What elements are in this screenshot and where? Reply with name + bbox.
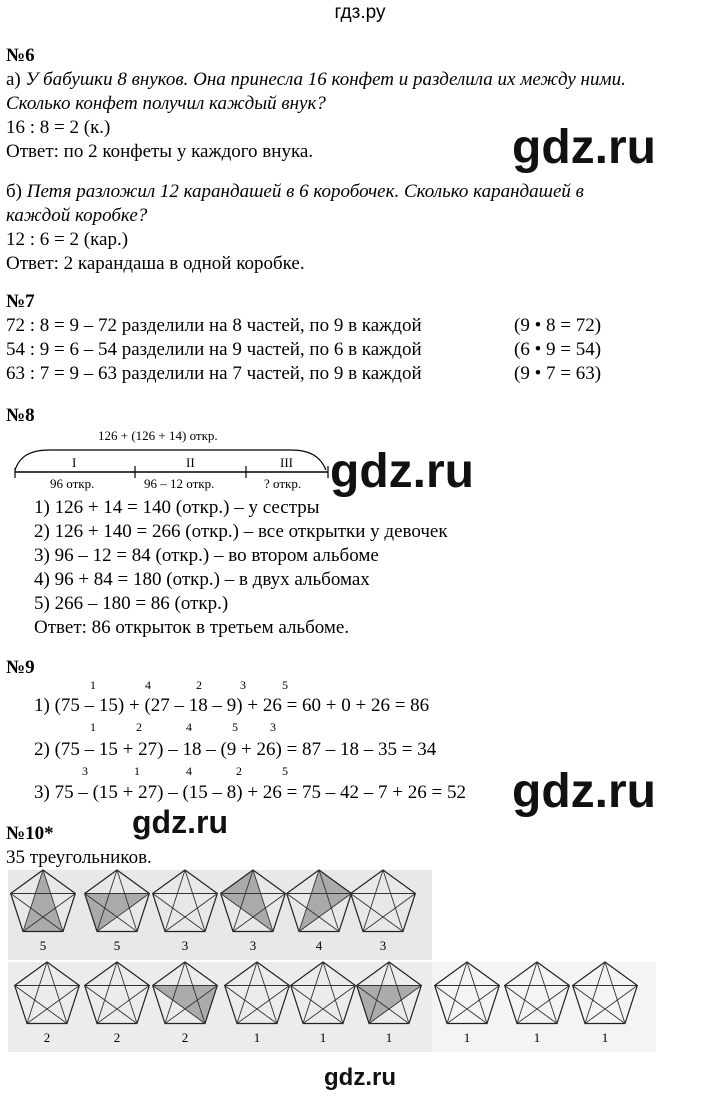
pentagon-figure <box>153 870 218 932</box>
task7-row-2: 54 : 9 = 6 – 54 разделили на 9 частей, по 6 в каждой <box>6 339 422 360</box>
watermark-2: gdz.ru <box>330 445 474 498</box>
diagram-section-3: III <box>280 455 293 470</box>
task6-a-calc: 16 : 8 = 2 (к.) <box>6 117 111 138</box>
pentagon-figure <box>435 962 500 1024</box>
task9-title: №9 <box>6 657 35 678</box>
pentagon-label: 5 <box>113 938 121 953</box>
task8-diagram <box>10 428 330 496</box>
pentagon-label: 1 <box>319 1030 327 1045</box>
order-mark: 2 <box>136 720 142 734</box>
footer-watermark: gdz.ru <box>324 1064 396 1091</box>
pentagon-label: 1 <box>533 1030 541 1045</box>
task10-title: №10* <box>6 823 54 844</box>
pentagon-figure <box>11 870 76 932</box>
pentagon-figure <box>221 870 286 932</box>
task9-line-3: 3) 75 – (15 + 27) – (15 – 8) + 26 = 75 – 42 – 7 + 26 = 52 <box>34 782 466 803</box>
task7-title: №7 <box>6 291 35 312</box>
pentagon-figure <box>225 962 290 1024</box>
order-mark: 4 <box>186 720 192 734</box>
pentagon-label: 1 <box>601 1030 609 1045</box>
pentagon-figure <box>153 962 218 1024</box>
pentagon-figure <box>85 962 150 1024</box>
order-mark: 5 <box>232 720 238 734</box>
task8-step-4: 4) 96 + 84 = 180 (откр.) – в двух альбомах <box>34 569 370 590</box>
task9-line-1: 1) (75 – 15) + (27 – 18 – 9) + 26 = 60 + 0 + 26 = 86 <box>34 695 430 716</box>
pentagon-label: 2 <box>43 1030 51 1045</box>
order-mark: 1 <box>134 764 140 778</box>
pentagon-figure <box>573 962 638 1024</box>
task10-answer: 35 треугольников. <box>6 847 152 868</box>
order-mark: 4 <box>186 764 192 778</box>
order-mark: 3 <box>270 720 276 734</box>
order-mark: 2 <box>236 764 242 778</box>
task7-row-3: 63 : 7 = 9 – 63 разделили на 7 частей, по 9 в каждой <box>6 363 422 384</box>
pentagon-figure <box>287 870 352 932</box>
diagram-bottom-1: 96 откр. <box>50 476 95 491</box>
diagram-bottom-2: 96 – 12 откр. <box>144 476 215 491</box>
pentagon-label: 2 <box>113 1030 121 1045</box>
diagram-bottom-3: ? откр. <box>264 476 302 491</box>
watermark-1: gdz.ru <box>512 121 656 174</box>
task6-a-line1 <box>6 68 712 92</box>
watermark-3: gdz.ru <box>512 765 656 818</box>
task8-answer: Ответ: 86 открыток в третьем альбоме. <box>34 617 350 638</box>
pentagon-label: 1 <box>385 1030 393 1045</box>
task6-b-line2: каждой коробке? <box>6 205 148 226</box>
order-mark: 3 <box>82 764 88 778</box>
order-mark: 3 <box>240 678 246 692</box>
task6-b-answer: Ответ: 2 карандаша в одной коробке. <box>6 253 305 274</box>
order-mark: 1 <box>90 678 96 692</box>
pentagon-figure <box>351 870 416 932</box>
diagram-section-2: II <box>186 455 195 470</box>
pentagon-figure <box>15 962 80 1024</box>
diagram-top-label: 126 + (126 + 14) откр. <box>98 428 218 443</box>
site-header: гдз.ру <box>334 2 386 23</box>
task8-title: №8 <box>6 405 35 426</box>
pentagon-figures <box>0 868 720 1058</box>
task8-step-3: 3) 96 – 12 = 84 (откр.) – во втором альбоме <box>34 545 379 566</box>
pentagon-figure <box>85 870 150 932</box>
task7-check-1: (9 • 8 = 72) <box>514 315 602 336</box>
task7-check-3: (9 • 7 = 63) <box>514 363 602 384</box>
pentagon-label: 4 <box>315 938 323 953</box>
task6-a-line2: Сколько конфет получил каждый внук? <box>6 93 326 114</box>
pentagon-figure <box>505 962 570 1024</box>
task6-b-text: Петя разложил 12 карандашей в 6 коробочек. Сколько карандашей в <box>26 181 584 202</box>
pentagon-label: 2 <box>181 1030 189 1045</box>
task6-b-line1 <box>6 180 712 204</box>
task8-step-5: 5) 266 – 180 = 86 (откр.) <box>34 593 229 614</box>
watermark-4: gdz.ru <box>132 804 228 840</box>
pentagon-label: 3 <box>181 938 189 953</box>
task8-step-2: 2) 126 + 140 = 266 (откр.) – все открытки у девочек <box>34 521 448 542</box>
pentagon-label: 3 <box>379 938 387 953</box>
pentagon-label: 5 <box>39 938 47 953</box>
order-mark: 5 <box>282 764 288 778</box>
order-mark: 5 <box>282 678 288 692</box>
pentagon-figure <box>291 962 356 1024</box>
pentagon-figure <box>357 962 422 1024</box>
task9-line-2: 2) (75 – 15 + 27) – 18 – (9 + 26) = 87 – 18 – 35 = 34 <box>34 739 437 760</box>
pentagon-label: 1 <box>253 1030 261 1045</box>
task8-step-1: 1) 126 + 14 = 140 (откр.) – у сестры <box>34 497 320 518</box>
diagram-section-1: I <box>72 455 77 470</box>
task6-a-text: У бабушки 8 внуков. Она принесла 16 конфет и разделила их между ними. <box>25 69 626 90</box>
task6-a-prefix: а) <box>6 69 21 90</box>
task6-a-answer: Ответ: по 2 конфеты у каждого внука. <box>6 141 314 162</box>
task6-b-calc: 12 : 6 = 2 (кар.) <box>6 229 129 250</box>
task7-check-2: (6 • 9 = 54) <box>514 339 602 360</box>
pentagon-label: 1 <box>463 1030 471 1045</box>
pentagon-label: 3 <box>249 938 257 953</box>
task6-title: №6 <box>6 45 35 66</box>
order-mark: 2 <box>196 678 202 692</box>
task7-row-1: 72 : 8 = 9 – 72 разделили на 8 частей, по 9 в каждой <box>6 315 422 336</box>
task6-b-prefix: б) <box>6 181 22 202</box>
order-mark: 1 <box>90 720 96 734</box>
order-mark: 4 <box>145 678 151 692</box>
